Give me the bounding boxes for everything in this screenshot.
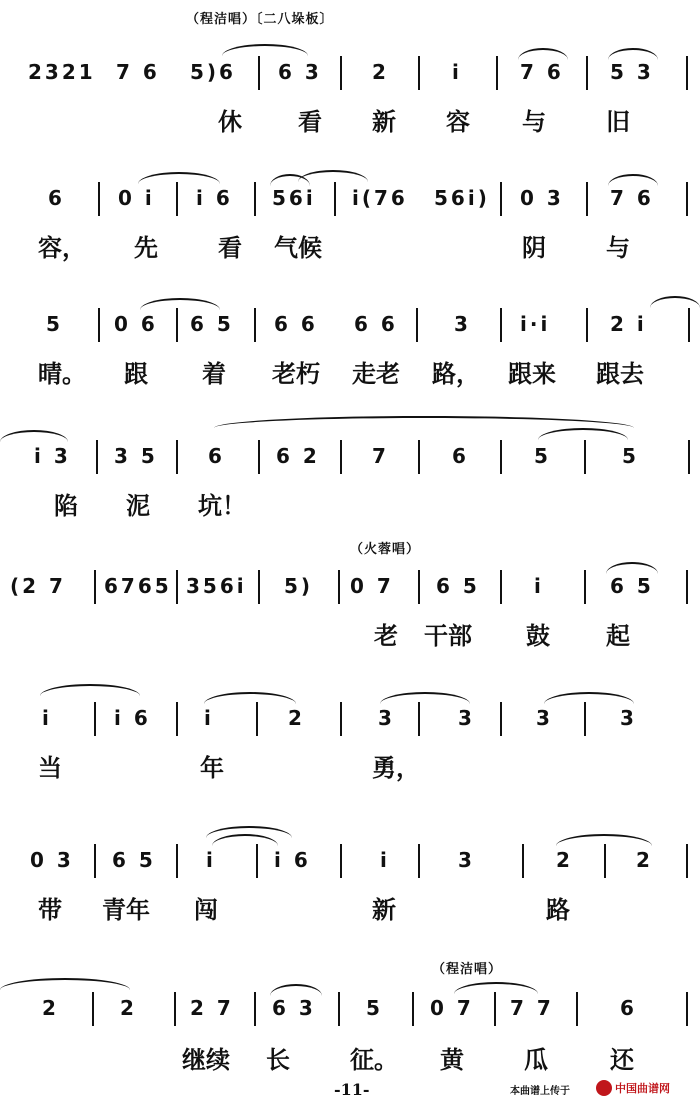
- slur: [0, 978, 130, 990]
- note-group: 7: [372, 444, 389, 468]
- notation-line: [0, 306, 700, 350]
- slur: [270, 984, 322, 996]
- barline: [686, 844, 688, 878]
- note-group: (2 7: [10, 574, 66, 598]
- lyric: 还: [610, 1046, 634, 1074]
- note-group: 6: [208, 444, 225, 468]
- logo-icon: [596, 1080, 612, 1096]
- slur: [140, 298, 220, 310]
- barline: [94, 570, 96, 604]
- slur: [204, 692, 296, 704]
- slur: [538, 428, 628, 440]
- barline: [254, 182, 256, 216]
- slur: [214, 416, 634, 428]
- barline: [500, 308, 502, 342]
- notation-line: [0, 568, 700, 612]
- note-group: 2321: [28, 60, 96, 84]
- slur: [298, 170, 368, 182]
- note-group: 3: [454, 312, 471, 336]
- barline: [94, 844, 96, 878]
- note-group: 6 5: [190, 312, 234, 336]
- lyric: 着: [202, 360, 226, 388]
- lyric: 泥: [126, 492, 150, 520]
- note-group: 2: [288, 706, 305, 730]
- note-group: 5: [534, 444, 551, 468]
- lyric: 看: [298, 108, 322, 136]
- slur: [606, 562, 658, 574]
- barline: [338, 992, 340, 1026]
- note-group: 6 6: [274, 312, 318, 336]
- lyric: 坑！: [198, 492, 246, 520]
- lyric: 新: [372, 108, 396, 136]
- barline: [418, 570, 420, 604]
- lyric: 老朽: [272, 360, 320, 388]
- note-group: 2: [556, 848, 573, 872]
- note-group: 0 i: [118, 186, 155, 210]
- note-group: 6765: [104, 574, 172, 598]
- note-group: 56i: [272, 186, 316, 210]
- lyric: 带: [38, 896, 62, 924]
- note-group: i·i: [520, 312, 551, 336]
- barline: [500, 702, 502, 736]
- barline: [340, 56, 342, 90]
- barline: [96, 440, 98, 474]
- lyric: 黄: [440, 1046, 464, 1074]
- lyric: 旧: [606, 108, 630, 136]
- barline: [576, 992, 578, 1026]
- note-group: 0 3: [520, 186, 564, 210]
- barline: [416, 308, 418, 342]
- note-group: 0 7: [430, 996, 474, 1020]
- lyric: 与: [522, 108, 546, 136]
- lyric: 干部: [424, 622, 472, 650]
- lyric: 继续: [182, 1046, 230, 1074]
- barline: [94, 702, 96, 736]
- barline: [258, 440, 260, 474]
- barline: [254, 308, 256, 342]
- lyric: 容: [446, 108, 470, 136]
- note-group: i 6: [196, 186, 233, 210]
- note-group: 6 5: [112, 848, 156, 872]
- slur: [138, 172, 220, 184]
- lyric: 鼓: [526, 622, 550, 650]
- lyric: 走老: [352, 360, 400, 388]
- notation-line: [0, 54, 700, 98]
- lyric-line: [0, 748, 700, 782]
- note-group: i: [42, 706, 52, 730]
- note-group: 5 3: [610, 60, 654, 84]
- lyric: 瓜: [524, 1046, 548, 1074]
- slur: [556, 834, 652, 846]
- slur: [650, 296, 700, 308]
- source-text: 本曲谱上传于: [510, 1086, 570, 1097]
- note-group: 7 6: [520, 60, 564, 84]
- barline: [688, 440, 690, 474]
- note-group: i 6: [114, 706, 151, 730]
- singer-annotation-2: （火蓉唱）: [350, 542, 421, 557]
- note-group: i: [534, 574, 544, 598]
- barline: [604, 844, 606, 878]
- lyric: 长: [266, 1046, 290, 1074]
- barline: [176, 570, 178, 604]
- slur: [608, 174, 658, 186]
- note-group: 2: [42, 996, 59, 1020]
- lyric: 青年: [102, 896, 150, 924]
- note-group: i(76: [352, 186, 408, 210]
- barline: [98, 308, 100, 342]
- barline: [258, 570, 260, 604]
- note-group: 5): [284, 574, 314, 598]
- barline: [686, 992, 688, 1026]
- note-group: 0 7: [350, 574, 394, 598]
- note-group: 6 5: [610, 574, 654, 598]
- singer-annotation-1: （程洁唱）〔二八垛板〕: [186, 12, 334, 27]
- barline: [98, 182, 100, 216]
- note-group: 2: [636, 848, 653, 872]
- lyric: 跟来: [508, 360, 556, 388]
- barline: [500, 570, 502, 604]
- note-group: i: [204, 706, 214, 730]
- lyric-line: [0, 354, 700, 388]
- note-group: 356i: [186, 574, 247, 598]
- note-group: 6 2: [276, 444, 320, 468]
- barline: [496, 56, 498, 90]
- note-group: 6: [452, 444, 469, 468]
- lyric: 晴。: [38, 360, 86, 388]
- barline: [586, 308, 588, 342]
- slur: [0, 430, 68, 442]
- lyric: 气候: [274, 234, 322, 262]
- note-group: 5: [366, 996, 383, 1020]
- note-group: 2 7: [190, 996, 234, 1020]
- barline: [176, 702, 178, 736]
- lyric: 闯: [194, 896, 218, 924]
- note-group: i 6: [274, 848, 311, 872]
- note-group: 6 3: [278, 60, 322, 84]
- lyric: 新: [372, 896, 396, 924]
- barline: [418, 844, 420, 878]
- barline: [522, 844, 524, 878]
- barline: [256, 844, 258, 878]
- slur: [518, 48, 568, 60]
- note-group: i 3: [34, 444, 71, 468]
- lyric: 年: [200, 754, 224, 782]
- note-group: i: [452, 60, 462, 84]
- note-group: 2: [120, 996, 137, 1020]
- lyric-line: [0, 102, 700, 136]
- barline: [586, 56, 588, 90]
- barline: [334, 182, 336, 216]
- note-group: 6: [620, 996, 637, 1020]
- note-group: 2: [372, 60, 389, 84]
- note-group: 3: [620, 706, 637, 730]
- note-group: 7 7: [510, 996, 554, 1020]
- notation-line: [0, 438, 700, 482]
- barline: [418, 440, 420, 474]
- barline: [688, 308, 690, 342]
- lyric-line: [0, 1040, 700, 1074]
- barline: [254, 992, 256, 1026]
- barline: [500, 182, 502, 216]
- note-group: 6 6: [354, 312, 398, 336]
- note-group: 5: [622, 444, 639, 468]
- barline: [340, 440, 342, 474]
- barline: [338, 570, 340, 604]
- barline: [686, 56, 688, 90]
- lyric: 阴: [522, 234, 546, 262]
- logo-text: 中国曲谱网: [615, 1082, 670, 1095]
- slur: [40, 684, 140, 696]
- lyric-line: [0, 890, 700, 924]
- lyric: 当: [38, 754, 62, 782]
- barline: [92, 992, 94, 1026]
- slur: [380, 692, 470, 704]
- lyric-line: [0, 486, 700, 520]
- lyric: 起: [606, 622, 630, 650]
- note-group: 5)6: [190, 60, 236, 84]
- barline: [176, 308, 178, 342]
- lyric: 勇，: [372, 754, 420, 782]
- barline: [418, 702, 420, 736]
- slur: [222, 44, 308, 56]
- note-group: i: [206, 848, 216, 872]
- barline: [500, 440, 502, 474]
- note-group: 7 6: [610, 186, 654, 210]
- note-group: i: [380, 848, 390, 872]
- lyric: 路: [546, 896, 570, 924]
- lyric: 征。: [350, 1046, 398, 1074]
- singer-annotation-3: （程洁唱）: [432, 962, 503, 977]
- barline: [176, 844, 178, 878]
- page-number: -11-: [334, 1080, 370, 1099]
- barline: [418, 56, 420, 90]
- barline: [586, 182, 588, 216]
- slur: [454, 982, 538, 994]
- site-logo: [596, 1078, 700, 1098]
- notation-line: [0, 180, 700, 224]
- slur: [544, 692, 634, 704]
- barline: [176, 182, 178, 216]
- lyric: 跟: [124, 360, 148, 388]
- barline: [494, 992, 496, 1026]
- note-group: 3 5: [114, 444, 158, 468]
- note-group: 0 3: [30, 848, 74, 872]
- barline: [584, 702, 586, 736]
- lyric: 休: [218, 108, 242, 136]
- barline: [686, 570, 688, 604]
- slur: [608, 48, 658, 60]
- notation-line: [0, 990, 700, 1034]
- note-group: 6 5: [436, 574, 480, 598]
- lyric: 跟去: [596, 360, 644, 388]
- barline: [258, 56, 260, 90]
- note-group: 2 i: [610, 312, 647, 336]
- lyric: 与: [606, 234, 630, 262]
- note-group: 3: [458, 848, 475, 872]
- note-group: 0 6: [114, 312, 158, 336]
- barline: [584, 570, 586, 604]
- lyric-line: [0, 228, 700, 262]
- barline: [256, 702, 258, 736]
- barline: [412, 992, 414, 1026]
- lyric: 老: [374, 622, 398, 650]
- lyric: 看: [218, 234, 242, 262]
- note-group: 7 6: [116, 60, 160, 84]
- barline: [176, 440, 178, 474]
- note-group: 6 3: [272, 996, 316, 1020]
- note-group: 5: [46, 312, 63, 336]
- note-group: 3: [378, 706, 395, 730]
- barline: [340, 702, 342, 736]
- barline: [686, 182, 688, 216]
- barline: [584, 440, 586, 474]
- lyric: 容，: [38, 234, 86, 262]
- lyric: 路，: [432, 360, 480, 388]
- note-group: 3: [536, 706, 553, 730]
- lyric: 先: [134, 234, 158, 262]
- note-group: 56i): [434, 186, 490, 210]
- barline: [340, 844, 342, 878]
- notation-line: [0, 700, 700, 744]
- barline: [174, 992, 176, 1026]
- lyric: 陷: [54, 492, 78, 520]
- note-group: 6: [48, 186, 65, 210]
- notation-line: [0, 842, 700, 886]
- lyric-line: [0, 616, 700, 650]
- note-group: 3: [458, 706, 475, 730]
